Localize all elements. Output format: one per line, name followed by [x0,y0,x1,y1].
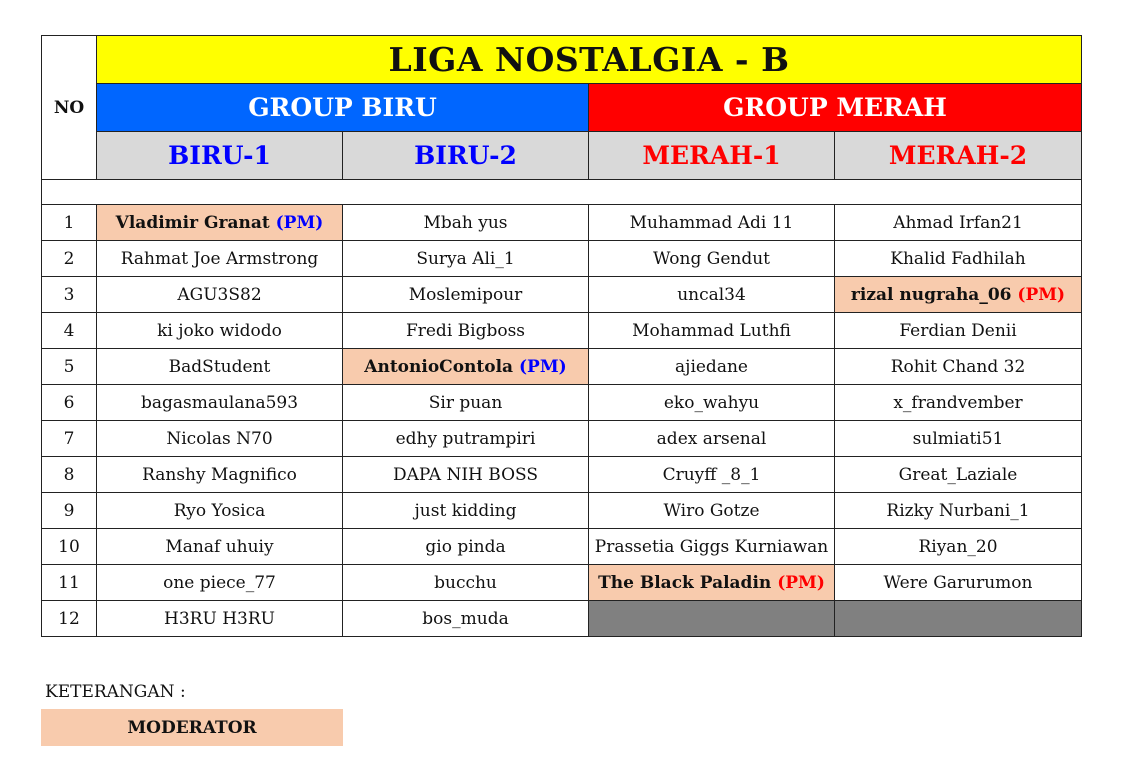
moderator-player-cell [589,565,835,601]
player-name: Ryo Yosica [173,500,266,521]
player-name: AGU3S82 [177,284,262,305]
row-number: 5 [42,349,97,385]
table-row [42,385,1082,421]
player-name: uncal34 [677,284,746,305]
legend-label: KETERANGAN : [45,682,186,702]
player-name: bagasmaulana593 [140,392,299,413]
row-number: 9 [42,493,97,529]
player-cell [835,565,1082,601]
player-name: Sir puan [428,392,503,413]
player-cell [343,529,589,565]
row-number: 12 [42,601,97,637]
player-cell [343,421,589,457]
player-name: Muhammad Adi 11 [629,212,794,233]
empty-slot-cell [589,601,835,637]
player-cell [97,385,343,421]
player-name: Mbah yus [423,212,508,233]
player-name: Rohit Chand 32 [890,356,1026,377]
empty-slot-cell [835,601,1082,637]
spacer-cell [42,180,1082,205]
player-name: AntonioContola [364,356,514,377]
no-column-header: NO [42,36,97,180]
subgroup-merah-2-header: MERAH-2 [835,132,1082,180]
player-name: BadStudent [168,356,271,377]
table-row [42,529,1082,565]
player-name: Fredi Bigboss [405,320,526,341]
player-name: The Black Paladin [598,572,772,593]
row-number: 11 [42,565,97,601]
player-cell [589,205,835,241]
player-cell [343,241,589,277]
player-cell [589,313,835,349]
player-name: just kidding [414,500,517,521]
player-name: ajiedane [675,356,748,377]
player-cell [835,313,1082,349]
player-cell [835,385,1082,421]
player-name: one piece_77 [163,572,276,593]
player-cell [835,529,1082,565]
player-cell [343,601,589,637]
table-row [42,421,1082,457]
player-cell [343,313,589,349]
player-name: Vladimir Granat [115,212,270,233]
player-cell [97,529,343,565]
player-name: Were Garurumon [883,572,1033,593]
player-cell [343,385,589,421]
player-name: sulmiati51 [912,428,1004,449]
player-name: Manaf uhuiy [165,536,274,557]
player-name: Wiro Gotze [663,500,760,521]
player-name: Surya Ali_1 [416,248,515,269]
table-row [42,313,1082,349]
player-cell [97,241,343,277]
player-cell [835,349,1082,385]
player-name: rizal nugraha_06 [850,284,1012,305]
table-row [42,205,1082,241]
subgroup-biru-1-header: BIRU-1 [97,132,343,180]
player-cell [835,241,1082,277]
player-cell [97,493,343,529]
player-name: Riyan_20 [918,536,998,557]
player-cell [589,241,835,277]
player-cell [589,277,835,313]
pm-tag: (PM) [275,212,324,233]
player-name: eko_wahyu [663,392,760,413]
player-cell [835,205,1082,241]
player-name: edhy putrampiri [395,428,536,449]
row-number: 6 [42,385,97,421]
player-name: Mohammad Luthfi [632,320,791,341]
player-cell [589,457,835,493]
table-row [42,349,1082,385]
player-name: Ahmad Irfan21 [893,212,1023,233]
player-cell [97,601,343,637]
group-biru-header: GROUP BIRU [97,84,589,132]
table-row [42,277,1082,313]
player-name: bucchu [434,572,497,593]
player-cell [343,457,589,493]
player-cell [97,277,343,313]
player-cell [589,349,835,385]
player-name: Nicolas N70 [166,428,273,449]
player-cell [343,493,589,529]
player-cell [589,493,835,529]
player-cell [97,421,343,457]
pm-tag: (PM) [519,356,567,377]
player-name: H3RU H3RU [164,608,275,629]
player-name: Cruyff _8_1 [662,464,761,485]
row-number: 1 [42,205,97,241]
spacer-row [42,180,1082,205]
player-cell [589,529,835,565]
player-cell [589,421,835,457]
row-number: 10 [42,529,97,565]
table-row [42,493,1082,529]
group-merah-header: GROUP MERAH [589,84,1082,132]
player-cell [835,457,1082,493]
row-number: 8 [42,457,97,493]
player-cell [343,205,589,241]
player-cell [97,565,343,601]
player-name: Moslemipour [408,284,523,305]
player-cell [589,385,835,421]
table-row [42,565,1082,601]
moderator-legend: MODERATOR [41,709,343,746]
player-cell [835,493,1082,529]
player-name: Ferdian Denii [899,320,1017,341]
player-name: Great_Laziale [898,464,1018,485]
player-cell [97,313,343,349]
player-name: Ranshy Magnifico [142,464,297,485]
table-row [42,457,1082,493]
league-table [41,35,1082,637]
table-row [42,241,1082,277]
pm-tag: (PM) [777,572,825,593]
player-cell [343,277,589,313]
player-cell [97,457,343,493]
row-number: 4 [42,313,97,349]
player-name: Khalid Fadhilah [890,248,1026,269]
player-name: bos_muda [422,608,509,629]
subgroup-biru-2-header: BIRU-2 [343,132,589,180]
table-row [42,601,1082,637]
league-title: LIGA NOSTALGIA - B [97,36,1082,84]
player-cell [97,349,343,385]
player-name: DAPA NIH BOSS [392,464,539,485]
pm-tag: (PM) [1017,284,1066,305]
moderator-player-cell [97,205,343,241]
row-number: 3 [42,277,97,313]
moderator-player-cell [835,277,1082,313]
player-name: Prassetia Giggs Kurniawan [594,536,829,557]
row-number: 2 [42,241,97,277]
row-number: 7 [42,421,97,457]
player-name: Wong Gendut [652,248,771,269]
player-name: adex arsenal [656,428,767,449]
player-cell [835,421,1082,457]
player-name: gio pinda [425,536,506,557]
moderator-player-cell [343,349,589,385]
player-name: x_frandvember [893,392,1023,413]
player-name: Rizky Nurbani_1 [886,500,1030,521]
player-name: Rahmat Joe Armstrong [120,248,319,269]
player-name: ki joko widodo [157,320,282,341]
player-cell [343,565,589,601]
subgroup-merah-1-header: MERAH-1 [589,132,835,180]
